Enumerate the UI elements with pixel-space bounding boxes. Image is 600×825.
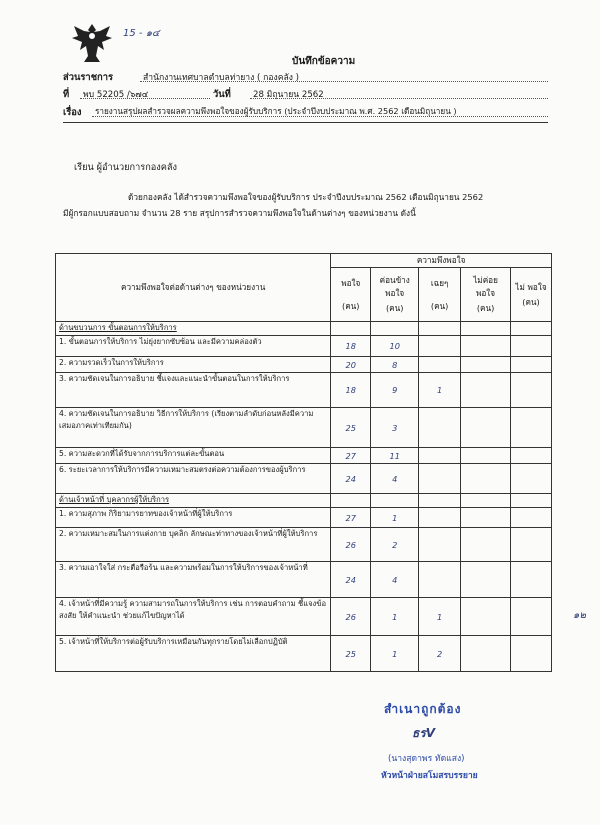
body-line-1: ด้วยกองคลัง ได้สำรวจความพึงพอใจของผู้รับบริการ ประจำปีงบประมาณ 2562 เดือนมิถุนายน 2562 — [128, 192, 484, 202]
cell-value: 1 — [419, 373, 461, 408]
cell-value: 2 — [371, 528, 419, 562]
row-text: 2. ความรวดเร็วในการให้บริการ — [56, 357, 331, 373]
cell-value — [419, 408, 461, 448]
row-text: 4. เจ้าหน้าที่มีความรู้ ความสามารถในการให้บริการ เช่น การตอบคำถาม ชี้แจงข้อสงสัย ให้คำแนะนำ ช่วยแก้ไขปัญหาได้ — [56, 598, 331, 636]
cell-value — [461, 528, 511, 562]
cell-value — [461, 373, 511, 408]
satisfaction-table — [55, 253, 552, 672]
table-row — [56, 357, 552, 373]
cell-value: 27 — [331, 448, 371, 464]
cell-value — [419, 464, 461, 494]
cell-value — [461, 464, 511, 494]
salutation: เรียน ผู้อำนวยการกองคลัง — [74, 162, 178, 173]
cell-value — [511, 464, 552, 494]
cell-value: 18 — [331, 373, 371, 408]
section-title: ด้านเจ้าหน้าที่ บุคลากรผู้ให้บริการ — [56, 494, 331, 508]
date-label: วันที่ — [213, 89, 231, 100]
group-header: ความพึงพอใจ — [331, 254, 552, 268]
cell-value — [461, 508, 511, 528]
cell-value: 24 — [331, 562, 371, 598]
cell-value — [461, 562, 511, 598]
agency-line — [140, 70, 548, 82]
cell-value: 25 — [331, 636, 371, 672]
agency-value: สำนักงานเทศบาลตำบลท่ายาง ( กองคลัง ) — [143, 73, 299, 83]
cell-value: 3 — [371, 408, 419, 448]
corner-note: 15 - ๑๔ — [123, 28, 160, 39]
table-row — [56, 336, 552, 357]
col-header-less-satisfied: ไม่ค่อย พอใจ (คน) — [461, 268, 511, 322]
table-row — [56, 598, 552, 636]
row-text: 2. ความเหมาะสมในการแต่งกาย บุคลิก ลักษณะท่าทางของเจ้าหน้าที่ผู้ให้บริการ — [56, 528, 331, 562]
table-row — [56, 636, 552, 672]
cell-value — [511, 508, 552, 528]
ref-label: ที่ — [63, 89, 70, 100]
cell-value: 24 — [331, 464, 371, 494]
row-text: 3. ความเอาใจใส่ กระตือรือร้น และความพร้อมในการให้บริการของเจ้าหน้าที่ — [56, 562, 331, 598]
cell-value — [511, 528, 552, 562]
topic-header: ความพึงพอใจต่อด้านต่างๆ ของหน่วยงาน — [56, 254, 331, 322]
cell-value: 4 — [371, 464, 419, 494]
date-value: 28 มิถุนายน 2562 — [253, 90, 324, 100]
cell-value — [419, 528, 461, 562]
cell-value — [511, 598, 552, 636]
subject-line — [92, 105, 548, 117]
cell-value — [461, 636, 511, 672]
cell-value — [419, 336, 461, 357]
table-row — [56, 528, 552, 562]
col-header-satisfied: พอใจ (คน) — [331, 268, 371, 322]
cell-value — [419, 508, 461, 528]
cell-value: 10 — [371, 336, 419, 357]
row-text: 4. ความชัดเจนในการอธิบาย วิธีการให้บริการ (เรียงตามลำดับก่อนหลังมีความเสมอภาคเท่าเทียมกัน) — [56, 408, 331, 448]
cell-value: 9 — [371, 373, 419, 408]
row-text: 5. เจ้าหน้าที่ให้บริการต่อผู้รับบริการเหมือนกันทุกรายโดยไม่เลือกปฏิบัติ — [56, 636, 331, 672]
table-row — [56, 562, 552, 598]
table-row — [56, 408, 552, 448]
subject-label: เรื่อง — [63, 107, 82, 118]
cell-value — [461, 598, 511, 636]
signer-name: (นางสุดาพร ทัดแสง) — [388, 754, 465, 764]
cell-value: 4 — [371, 562, 419, 598]
cell-value: 1 — [371, 598, 419, 636]
table-row — [56, 508, 552, 528]
margin-note: ๑๒ — [573, 610, 586, 621]
cell-value — [461, 336, 511, 357]
cell-value: 1 — [371, 636, 419, 672]
cell-value — [511, 357, 552, 373]
row-text: 6. ระยะเวลาการให้บริการมีความเหมาะสมตรงต่อความต้องการของผู้บริการ — [56, 464, 331, 494]
cell-value — [461, 357, 511, 373]
row-text: 1. ความสุภาพ กิริยามารยาทของเจ้าหน้าที่ผู้ให้บริการ — [56, 508, 331, 528]
cell-value — [419, 562, 461, 598]
row-text: 1. ขั้นตอนการให้บริการ ไม่ยุ่งยากซับซ้อน และมีความคล่องตัว — [56, 336, 331, 357]
row-text: 5. ความสะดวกที่ได้รับจากการบริการแต่ละขั้นตอน — [56, 448, 331, 464]
cell-value — [511, 448, 552, 464]
col-header-dissatisfied: ไม่ พอใจ (คน) — [511, 268, 552, 322]
table-row — [56, 373, 552, 408]
cell-value: 26 — [331, 598, 371, 636]
cell-value: 8 — [371, 357, 419, 373]
table-row — [56, 448, 552, 464]
section-header-row — [56, 322, 552, 336]
cell-value: 1 — [371, 508, 419, 528]
table-row — [56, 464, 552, 494]
section-header-row — [56, 494, 552, 508]
date-line — [250, 87, 548, 99]
doc-title: บันทึกข้อความ — [292, 56, 356, 67]
row-text: 3. ความชัดเจนในการอธิบาย ชี้แจงและแนะนำขั้นตอนในการให้บริการ — [56, 373, 331, 408]
col-header-fairly-satisfied: ค่อนข้าง พอใจ (คน) — [371, 268, 419, 322]
cell-value: 2 — [419, 636, 461, 672]
cell-value — [461, 448, 511, 464]
cell-value: 26 — [331, 528, 371, 562]
signer-position: หัวหน้าฝ่ายสโมสรบรรยาย — [381, 771, 478, 781]
subject-value: รายงานสรุปผลสำรวจผลความพึงพอใจของผู้รับบริการ (ประจำปีงบประมาณ พ.ศ. 2562 เดือนมิถุนายน ) — [95, 106, 457, 116]
cell-value: 11 — [371, 448, 419, 464]
cell-value — [419, 448, 461, 464]
cell-value: 18 — [331, 336, 371, 357]
cell-value: 1 — [419, 598, 461, 636]
body-line-2: มีผู้กรอกแบบสอบถาม จำนวน 28 ราย สรุปการสำรวจความพึงพอใจในด้านต่างๆ ของหน่วยงาน ดังนี้ — [63, 208, 416, 218]
cell-value — [511, 408, 552, 448]
cell-value — [461, 408, 511, 448]
cell-value: 27 — [331, 508, 371, 528]
col-header-neutral: เฉยๆ (คน) — [419, 268, 461, 322]
cell-value — [419, 357, 461, 373]
cell-value — [511, 336, 552, 357]
section-title: ด้านขบวนการ ขั้นตอนการให้บริการ — [56, 322, 331, 336]
garuda-emblem — [70, 22, 114, 64]
cell-value — [511, 373, 552, 408]
signature: ธรV — [412, 726, 436, 740]
agency-label: ส่วนราชการ — [63, 72, 114, 83]
cell-value: 20 — [331, 357, 371, 373]
copy-stamp: สำเนาถูกต้อง — [384, 702, 462, 716]
ref-line — [80, 87, 210, 99]
header-divider — [63, 122, 548, 123]
ref-value: พบ 52205 /๖๗๔ — [83, 90, 149, 100]
cell-value — [511, 636, 552, 672]
cell-value: 25 — [331, 408, 371, 448]
cell-value — [511, 562, 552, 598]
